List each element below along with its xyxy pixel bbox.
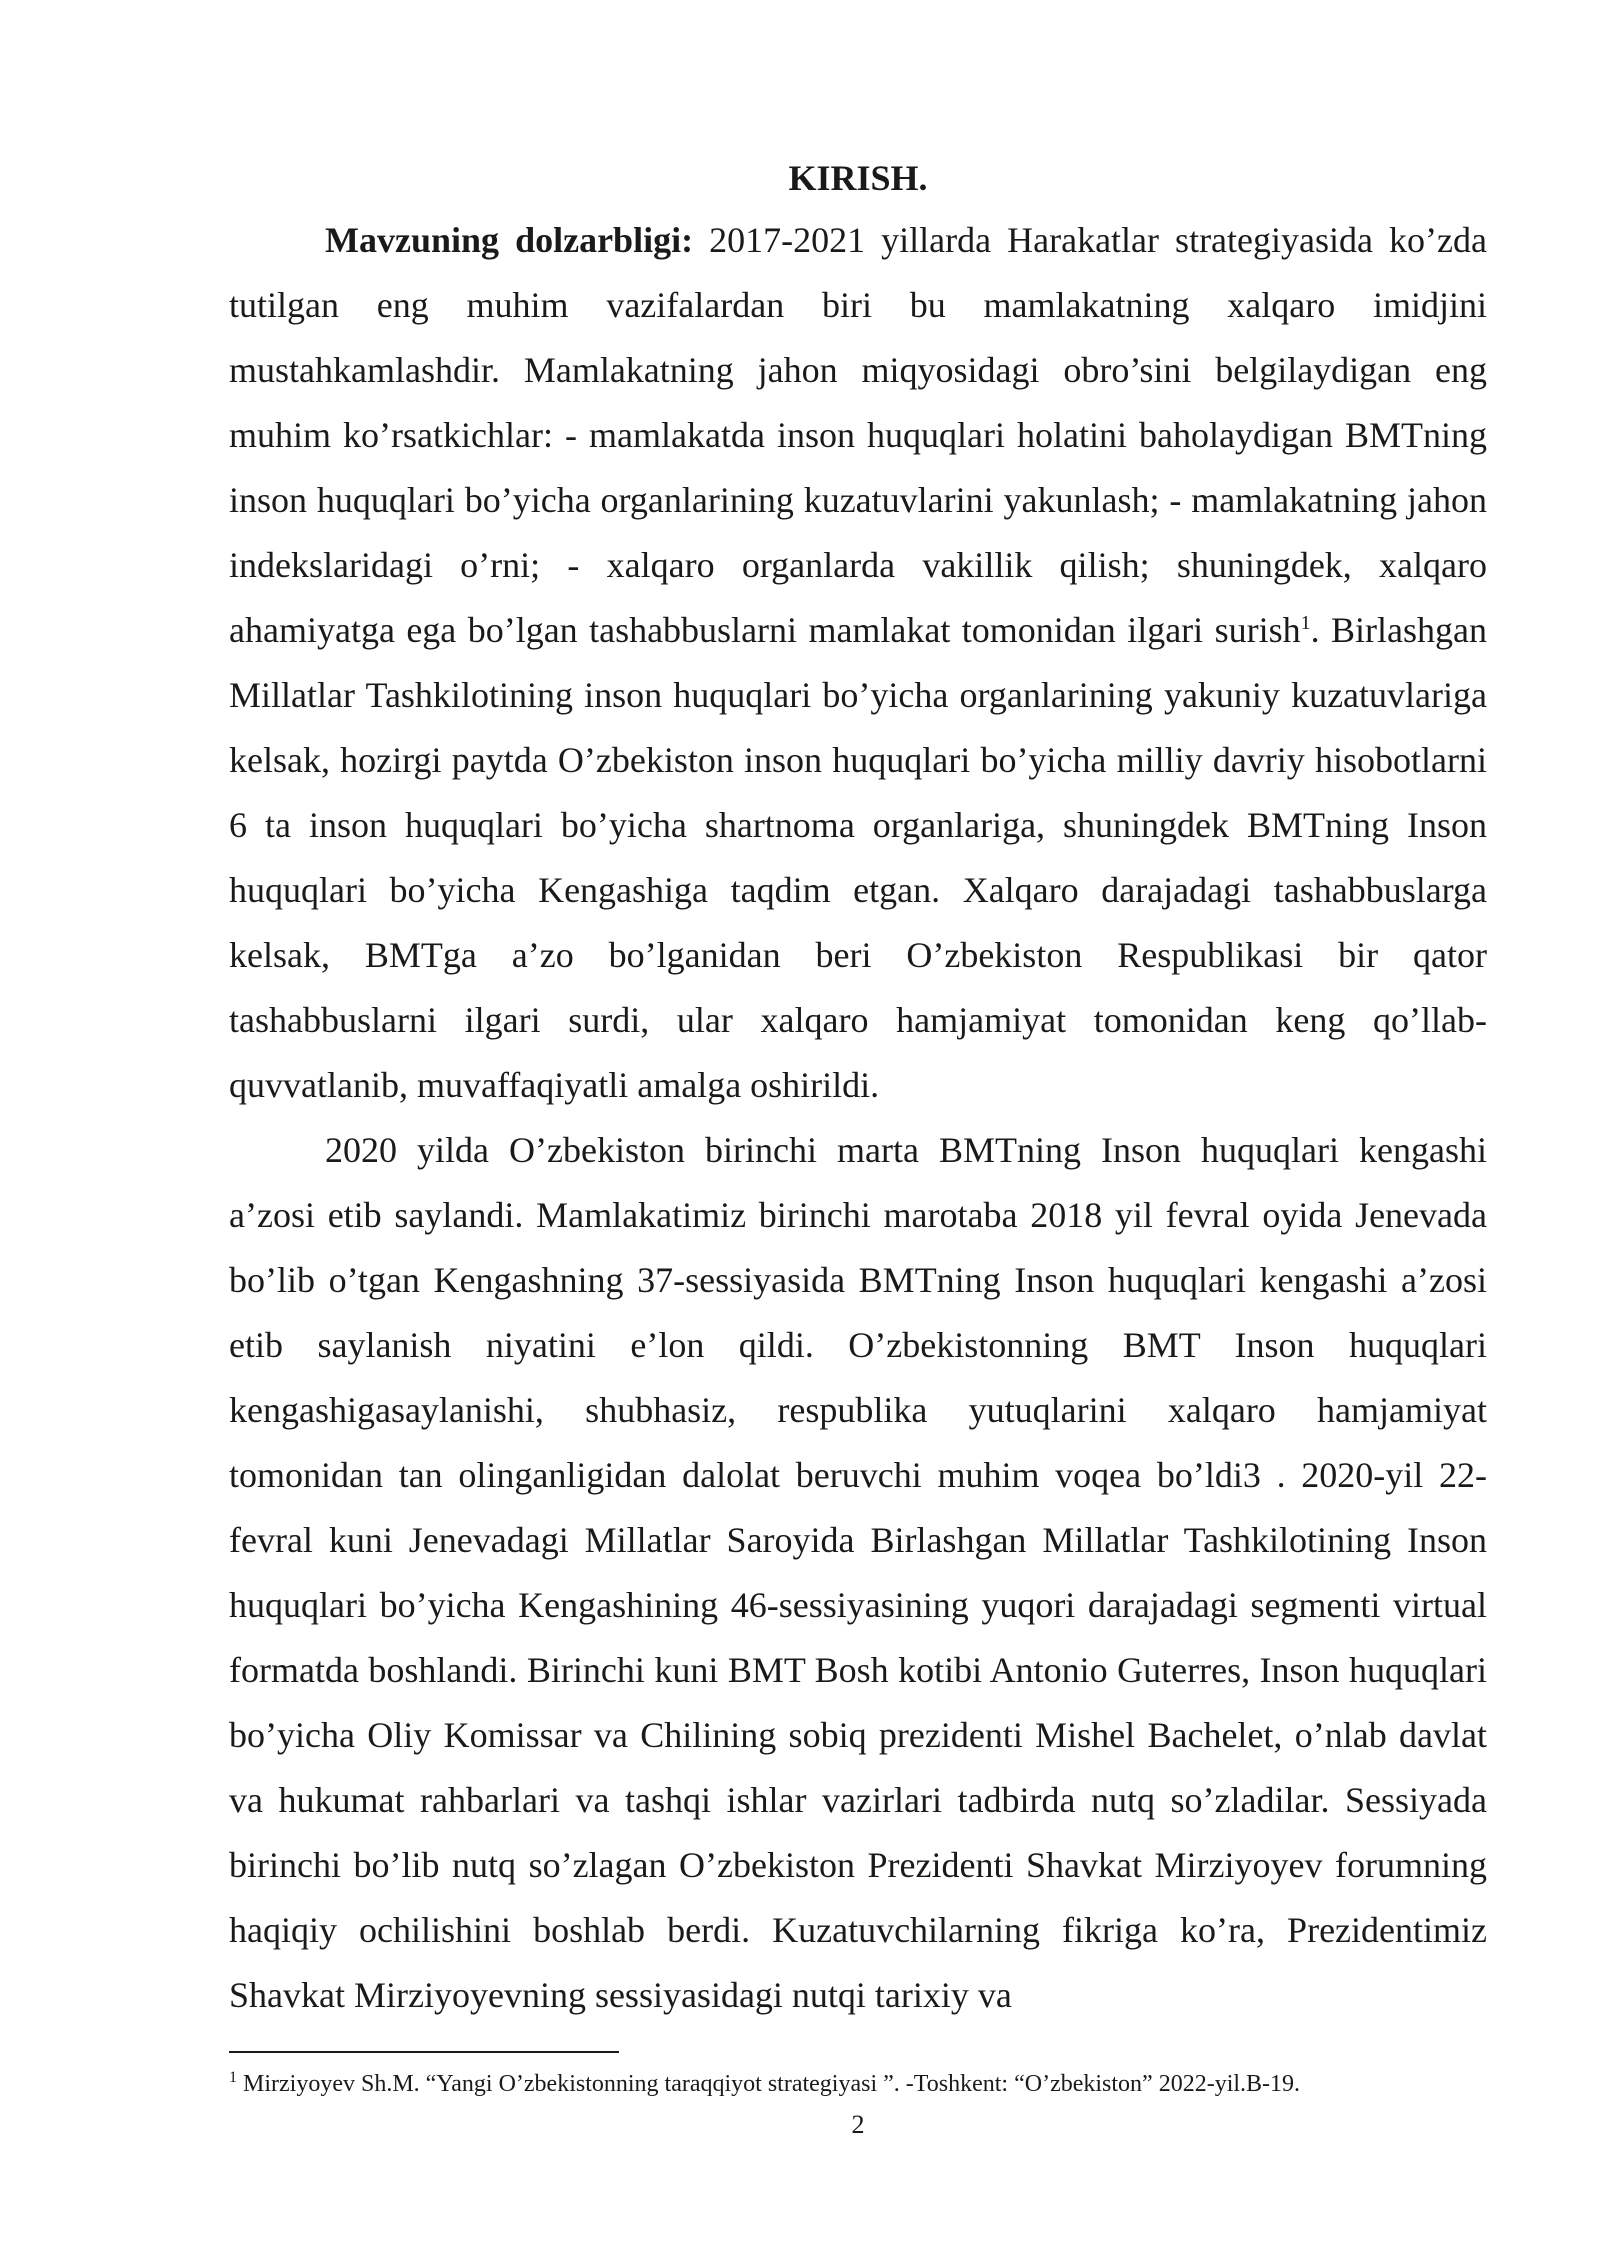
paragraph-1 [229,208,1487,1118]
paragraph-1-lead: Mavzuning dolzarbligi: [325,220,694,260]
paragraph-1-text-b: . Birlashgan Millatlar Tashkilotining inson huquqlari bo’yicha organlarining yakuniy kuzatuvlariga kelsak, hozirgi paytda O’zbekiston inson huquqlari bo’yicha milliy davriy hisobotlarni 6 ta inson huquqlari bo’yicha shartnoma organlariga, shuningdek BMTning Inson huquqlari bo’yicha Kengashiga taqdim etgan. Xalqaro darajadagi tashabbuslarga kelsak, BMTga a’zo bo’lganidan beri O’zbekiston Respublikasi bir qator tashabbuslarni ilgari surdi, ular xalqaro hamjamiyat tomonidan keng qo’llab-quvvatlanib, muvaffaqiyatli amalga oshirildi. [229,610,1487,1105]
paragraph-2: 2020 yilda O’zbekiston birinchi marta BMTning Inson huquqlari kengashi a’zosi etib saylandi. Mamlakatimiz birinchi marotaba 2018 yil fevral oyida Jenevada bo’lib o’tgan Kengashning 37-sessiyasida BMTning Inson huquqlari kengashi a’zosi etib saylanish niyatini e’lon qildi. O’zbekistonning BMT Inson huquqlari kengashigasaylanishi, shubhasiz, respublika yutuqlarini xalqaro hamjamiyat tomonidan tan olinganligidan dalolat beruvchi muhim voqea bo’ldi3 . 2020-yil 22-fevral kuni Jenevadagi Millatlar Saroyida Birlashgan Millatlar Tashkilotining Inson huquqlari bo’yicha Kengashining 46-sessiyasining yuqori darajadagi segmenti virtual formatda boshlandi. Birinchi kuni BMT Bosh kotibi Antonio Guterres, Inson huquqlari bo’yicha Oliy Komissar va Chilining sobiq prezidenti Mishel Bachelet, o’nlab davlat va hukumat rahbarlari va tashqi ishlar vazirlari tadbirda nutq so’zladilar. Sessiyada birinchi bo’lib nutq so’zlagan O’zbekiston Prezidenti Shavkat Mirziyoyev forumning haqiqiy ochilishini boshlab berdi. Kuzatuvchilarning fikriga ko’ra, Prezidentimiz Shavkat Mirziyoyevning sessiyasidagi nutqi tarixiy va [229,1130,1487,2015]
page-number: 2 [851,2110,865,2139]
section-heading: KIRISH. [788,158,928,198]
paragraph-1-text-a: 2017-2021 yillarda Harakatlar strategiyasida ko’zda tutilgan eng muhim vazifalardan biri bu mamlakatning xalqaro imidjini mustahkamlashdir. Mamlakatning jahon miqyosidagi obro’sini belgilaydigan eng muhim ko’rsatkichlar: - mamlakatda inson huquqlari holatini baholaydigan BMTning inson huquqlari bo’yicha organlarining kuzatuvlarini yakunlash; - mamlakatning jahon indekslaridagi o’rni; - xalqaro organlarda vakillik qilish; shuningdek, xalqaro ahamiyatga ega bo’lgan tashabbuslarni mamlakat tomonidan ilgari surish [229,220,1487,650]
footnote-marker: 1 [229,2069,237,2086]
footnote-separator [229,2051,619,2053]
body-text [229,148,1487,2028]
footnote [229,2068,1487,2100]
footnote-reference: 1 [1300,612,1311,634]
footnote-text: Mirziyoyev Sh.M. “Yangi O’zbekistonning taraqqiyot strategiyasi ”. -Toshkent: “O’zbekiston” 2022-yil.B-19. [237,2071,1301,2097]
